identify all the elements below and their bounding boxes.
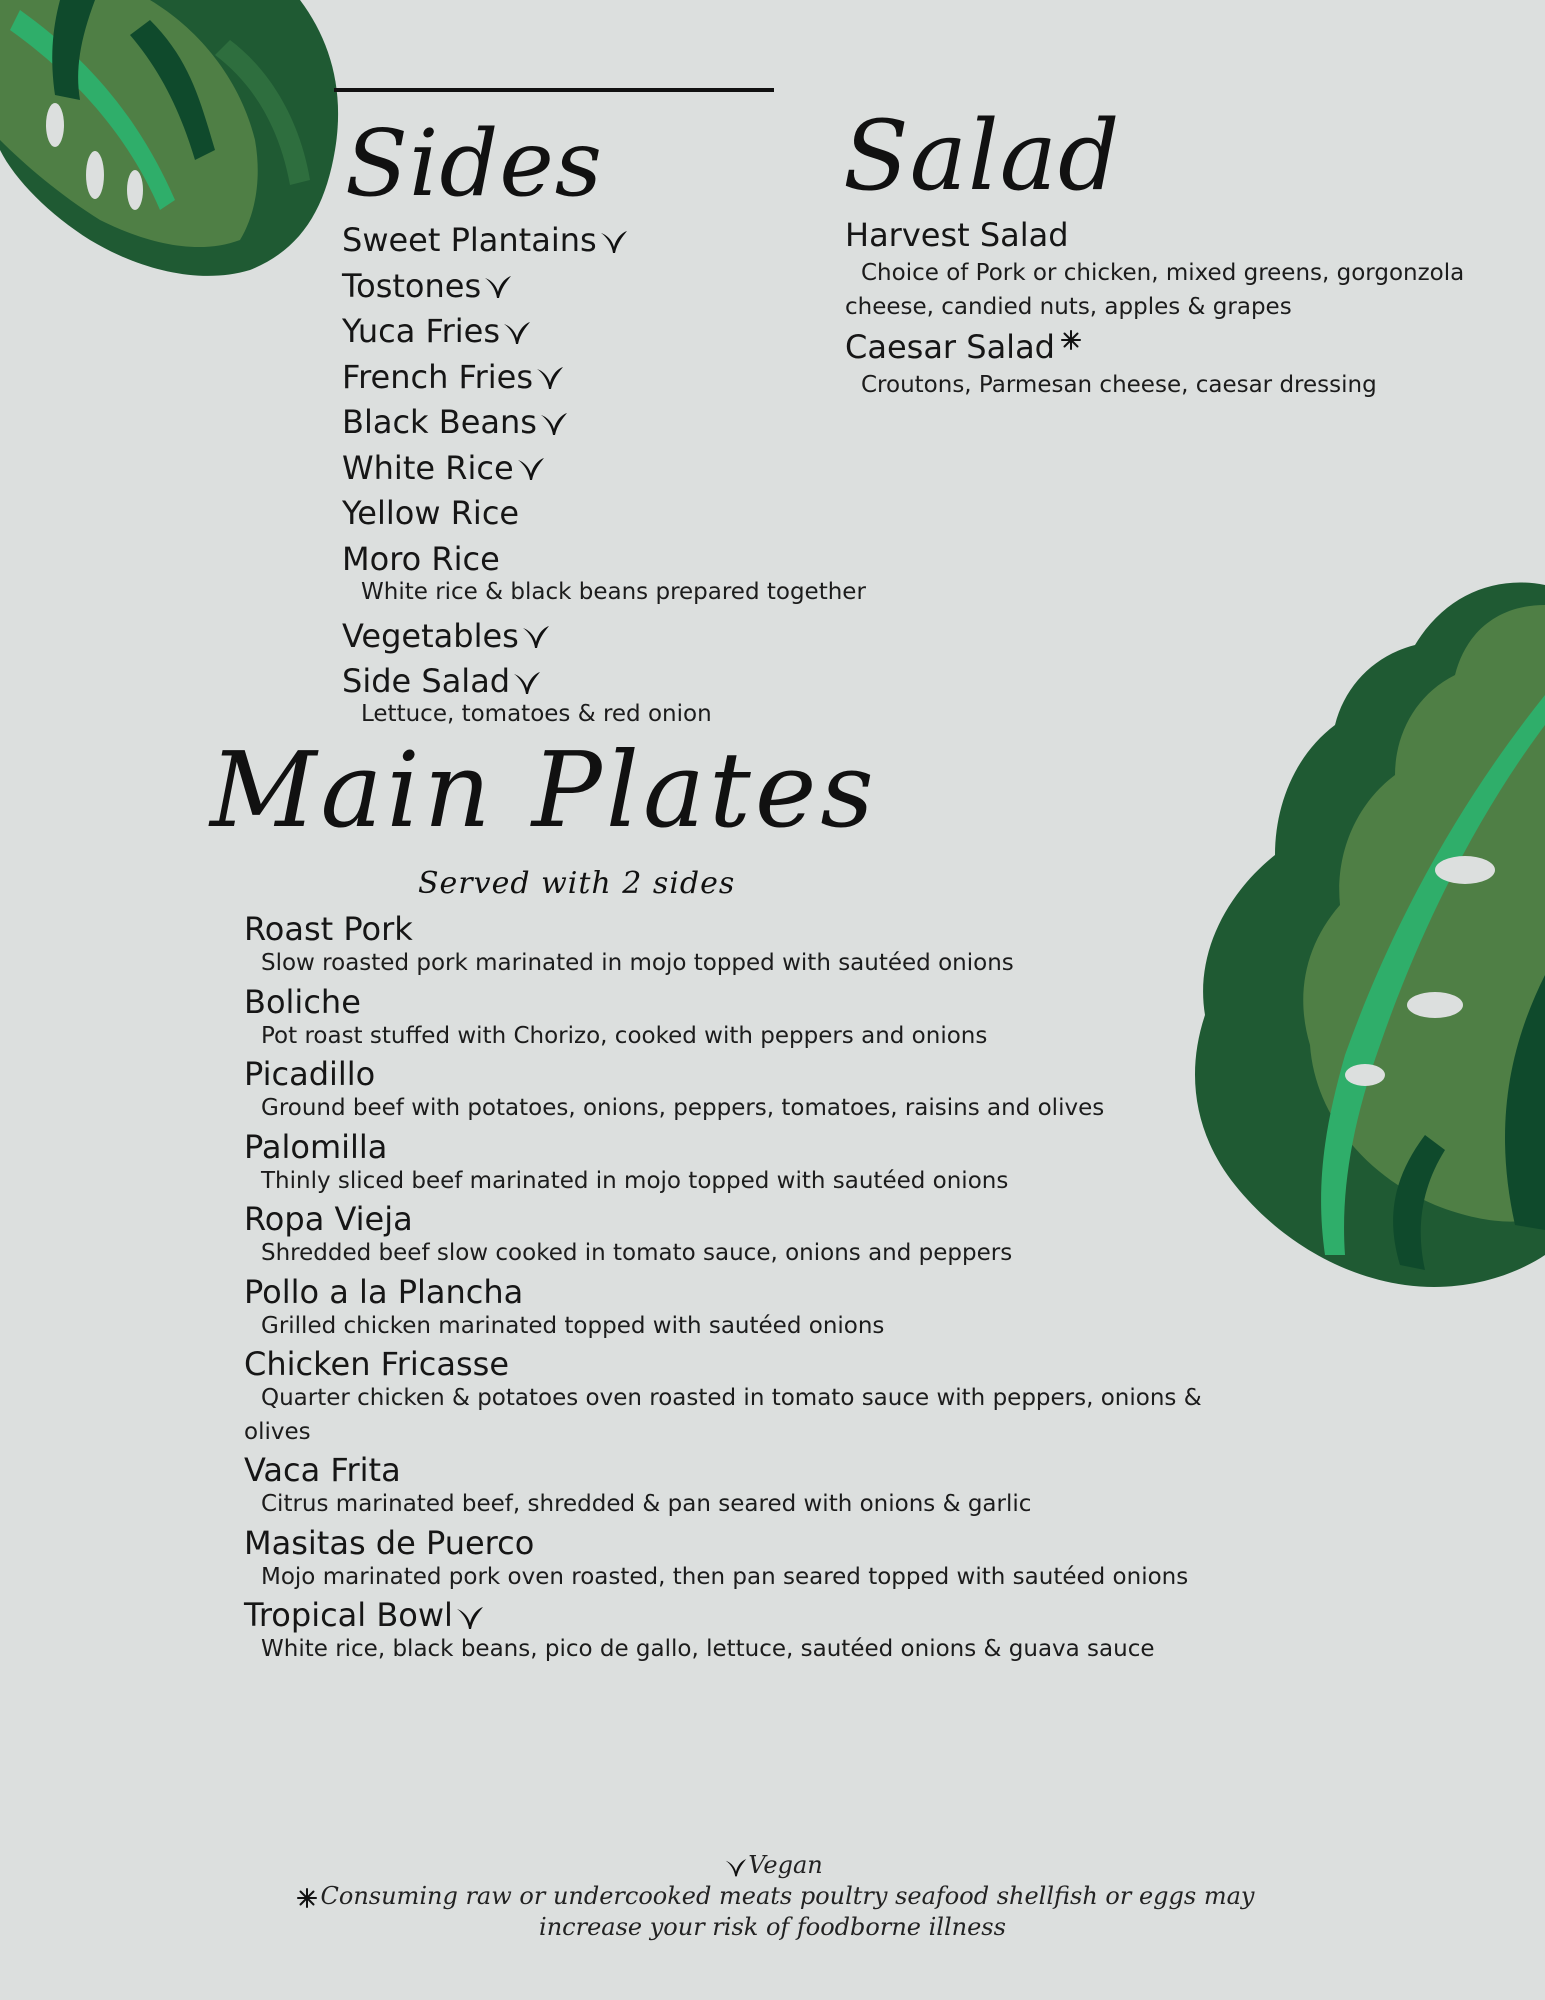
side-item-label: Black Beans xyxy=(342,403,537,442)
main-item xyxy=(244,1202,1234,1271)
main-item xyxy=(244,1127,1234,1199)
sides-list xyxy=(342,218,866,736)
main-item-label: Vaca Frita xyxy=(244,1451,401,1490)
main-item-label: Palomilla xyxy=(244,1127,388,1166)
main-item-label: Picadillo xyxy=(244,1055,376,1094)
side-item xyxy=(342,355,866,401)
leaf-sprout-icon xyxy=(724,1856,748,1878)
main-item-description: Shredded beef slow cooked in tomato sauce, onions and peppers xyxy=(261,1240,1013,1267)
side-item-label: Yuca Fries xyxy=(342,312,501,351)
main-item xyxy=(244,982,1234,1054)
side-item xyxy=(342,613,866,659)
main-item-label xyxy=(244,1598,1234,1633)
side-item-description: White rice & black beans prepared together xyxy=(361,579,866,605)
side-item-label: Yellow Rice xyxy=(342,494,520,533)
main-item-description: Slow roasted pork marinated in mojo topped with sautéed onions xyxy=(261,950,1014,977)
main-item xyxy=(244,1272,1234,1344)
leaf-sprout-icon xyxy=(483,272,513,300)
side-item-label: Moro Rice xyxy=(342,539,500,578)
main-item xyxy=(244,1453,1234,1522)
main-item xyxy=(244,1598,1234,1667)
side-item xyxy=(342,446,866,492)
monstera-leaf-top-left xyxy=(0,0,345,290)
side-item-label: Tostones xyxy=(342,266,482,305)
side-item xyxy=(342,309,866,355)
salad-item-description: Croutons, Parmesan cheese, caesar dressing xyxy=(861,372,1377,399)
side-item-label: Sweet Plantains xyxy=(342,221,597,260)
asterisk-star-icon xyxy=(1061,330,1081,350)
side-item xyxy=(342,491,866,537)
main-item-description: Mojo marinated pork oven roasted, then pan seared topped with sautéed onions xyxy=(261,1563,1189,1590)
raw-food-warning-line2: increase your risk of foodborne illness xyxy=(539,1913,1006,1942)
main-plates-list xyxy=(244,912,1234,1671)
leaf-sprout-icon xyxy=(516,454,546,482)
main-item-label: Chicken Fricasse xyxy=(244,1345,509,1384)
main-item-description: Pot roast stuffed with Chorizo, cooked with peppers and onions xyxy=(261,1022,988,1049)
asterisk-star-icon xyxy=(297,1888,317,1908)
side-item-label: French Fries xyxy=(342,357,534,396)
main-item-label-text: Tropical Bowl xyxy=(244,1596,453,1635)
leaf-sprout-icon xyxy=(455,1603,485,1631)
side-item-description: Lettuce, tomatoes & red onion xyxy=(361,701,712,728)
side-item-label: White Rice xyxy=(342,448,514,487)
main-item xyxy=(244,1347,1234,1449)
main-item-label: Roast Pork xyxy=(244,910,413,948)
leaf-sprout-icon xyxy=(521,622,551,650)
main-item-label: Ropa Vieja xyxy=(244,1200,413,1239)
leaf-sprout-icon xyxy=(535,363,565,391)
main-item xyxy=(244,912,1234,981)
main-item-label: Boliche xyxy=(244,982,361,1021)
leaf-sprout-icon xyxy=(539,409,569,437)
leaf-sprout-icon xyxy=(512,668,542,696)
raw-food-warning xyxy=(0,1881,1545,1912)
salad-list xyxy=(845,218,1465,402)
vegan-legend xyxy=(0,1850,1545,1881)
main-item-description: Quarter chicken & potatoes oven roasted in tomato sauce with peppers, onions & olives xyxy=(244,1385,1202,1445)
salad-title: Salad xyxy=(843,100,1121,212)
sides-title: Sides xyxy=(345,110,603,217)
side-item xyxy=(342,218,866,264)
main-item xyxy=(244,1523,1234,1595)
footer-legend xyxy=(0,1850,1545,1944)
main-item-description: Grilled chicken marinated topped with sautéed onions xyxy=(261,1312,885,1339)
salad-item-label: Caesar Salad xyxy=(845,327,1055,366)
vegan-legend-text: Vegan xyxy=(748,1851,823,1879)
main-item xyxy=(244,1057,1234,1126)
main-item-description: White rice, black beans, pico de gallo, lettuce, sautéed onions & guava sauce xyxy=(261,1636,1155,1663)
side-item xyxy=(342,264,866,310)
side-item-label: Vegetables xyxy=(342,616,519,655)
main-item-label: Masitas de Puerco xyxy=(244,1523,535,1562)
main-item-label: Pollo a la Plancha xyxy=(244,1272,524,1311)
main-item-description: Ground beef with potatoes, onions, peppers, tomatoes, raisins and olives xyxy=(261,1095,1105,1122)
side-item-label: Side Salad xyxy=(342,662,511,700)
salad-item-label: Harvest Salad xyxy=(845,216,1069,254)
main-item-description: Citrus marinated beef, shredded & pan seared with onions & garlic xyxy=(261,1491,1032,1518)
leaf-sprout-icon xyxy=(502,318,532,346)
main-plates-subtitle: Served with 2 sides xyxy=(418,866,736,901)
main-plates-title: Main Plates xyxy=(210,729,878,851)
main-item-description: Thinly sliced beef marinated in mojo topped with sautéed onions xyxy=(261,1167,1009,1194)
raw-food-warning-line1: Consuming raw or undercooked meats poultry seafood shellfish or eggs may xyxy=(320,1882,1255,1911)
salad-item-description: Choice of Pork or chicken, mixed greens, gorgonzola cheese, candied nuts, apples & grapes xyxy=(845,260,1465,320)
leaf-sprout-icon xyxy=(599,227,629,255)
header-rule xyxy=(334,88,774,92)
side-item xyxy=(342,400,866,446)
